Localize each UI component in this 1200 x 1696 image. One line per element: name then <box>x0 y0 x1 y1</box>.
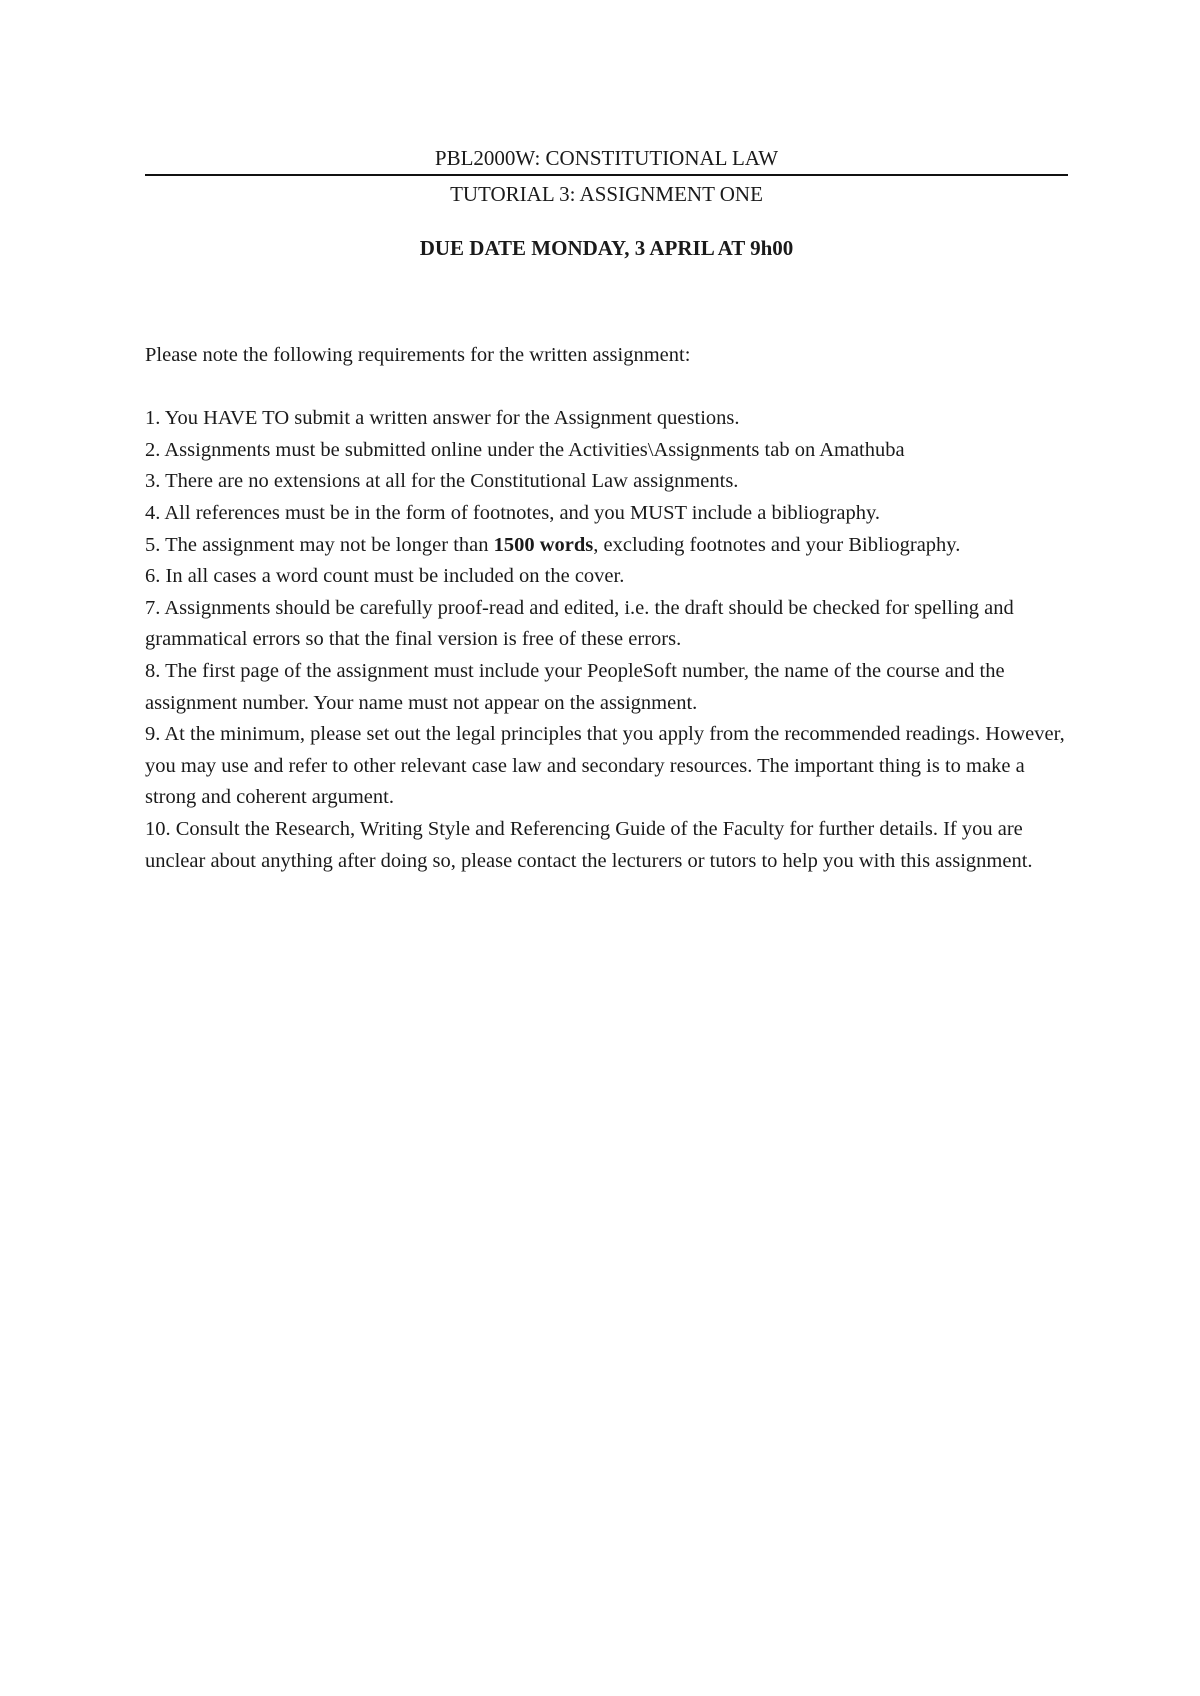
requirement-item: 8. The first page of the assignment must include your PeopleSoft number, the name of the course and the assignment number. Your name must not appear on the assignment. <box>145 659 1005 714</box>
requirement-item: 9. At the minimum, please set out the legal principles that you apply from the recommended readings. However, you may use and refer to other relevant case law and secondary resources. The important thing is to make a strong and coherent argument. <box>145 723 1065 809</box>
word-limit: 1500 words <box>493 533 594 556</box>
document-body <box>145 340 1070 877</box>
requirement-item: 7. Assignments should be carefully proof-read and edited, i.e. the draft should be checked for spelling and grammatical errors so that the final version is free of these errors. <box>145 596 1014 651</box>
requirement-item: 3. There are no extensions at all for the Constitutional Law assignments. <box>145 470 739 493</box>
requirement-item: 4. All references must be in the form of footnotes, and you MUST include a bibliography. <box>145 501 880 524</box>
header-divider <box>145 174 1068 176</box>
requirement-item-word-limit <box>145 530 1070 562</box>
requirement-text: 5. The assignment may not be longer than <box>145 533 494 556</box>
intro-text: Please note the following requirements for the written assignment: <box>145 344 691 366</box>
requirement-item: 2. Assignments must be submitted online under the Activities\Assignments tab on Amathuba <box>145 438 905 461</box>
requirement-item: 1. You HAVE TO submit a written answer for the Assignment questions. <box>145 407 740 430</box>
requirement-text: , excluding footnotes and your Bibliography. <box>593 533 961 556</box>
due-date: DUE DATE MONDAY, 3 APRIL AT 9h00 <box>419 236 794 260</box>
requirements-list <box>145 403 1070 877</box>
document-header <box>145 144 1068 262</box>
course-title: PBL2000W: CONSTITUTIONAL LAW <box>434 146 779 170</box>
requirement-item: 6. In all cases a word count must be included on the cover. <box>145 565 625 588</box>
requirement-item: 10. Consult the Research, Writing Style and Referencing Guide of the Faculty for further details. If you are unclear about anything after doing so, please contact the lecturers or tutors to help you with this assignment. <box>145 817 1033 872</box>
tutorial-title: TUTORIAL 3: ASSIGNMENT ONE <box>450 182 763 206</box>
